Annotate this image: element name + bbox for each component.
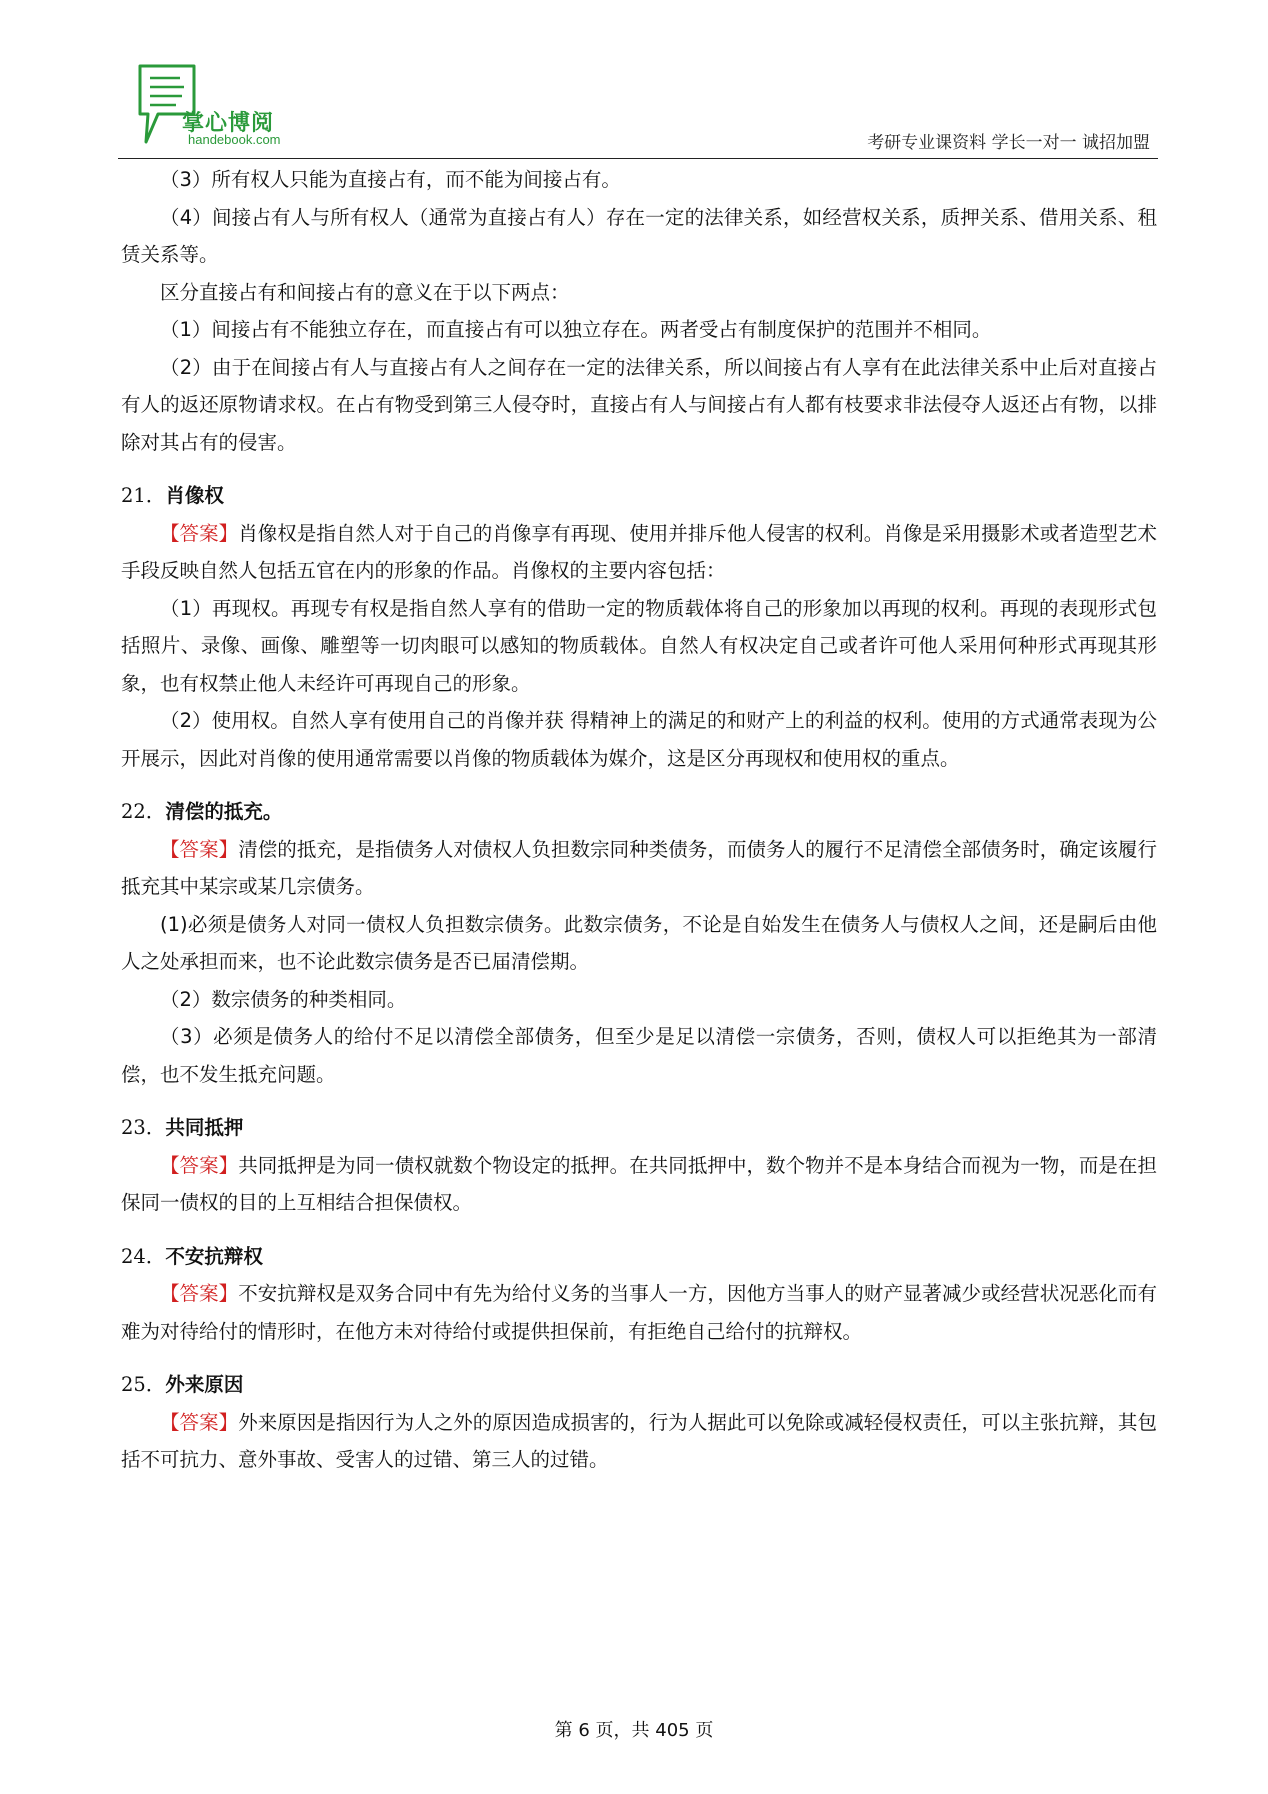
question-title: 肖像权 xyxy=(165,484,224,507)
question-title: 清偿的抵充。 xyxy=(165,800,283,823)
answer-text: 外来原因是指因行为人之外的原因造成损害的，行为人据此可以免除或减轻侵权责任，可以主张抗辩，其包括不可抗力、意外事故、受害人的过错、第三人的过错。 xyxy=(121,1410,1157,1471)
header-slogan: 考研专业课资料 学长一对一 诚招加盟 xyxy=(867,133,1150,153)
answer-text: 肖像权是指自然人对于自己的肖像享有再现、使用并排斥他人侵害的权利。肖像是采用摄影术或者造型艺术手段反映自然人包括五官在内的形象的作品。肖像权的主要内容包括： xyxy=(121,521,1157,582)
question-number: 25． xyxy=(121,1373,166,1396)
paragraph: （2）由于在间接占有人与直接占有人之间存在一定的法律关系，所以间接占有人享有在此法律关系中止后对直接占有人的返还原物请求权。在占有物受到第三人侵夺时，直接占有人与间接占有人都有枝要求非法侵夺人返还占有物，以排除对其占有的侵害。 xyxy=(121,355,1157,454)
answer-text: 清偿的抵充，是指债务人对债权人负担数宗同种类债务，而债务人的履行不足清偿全部债务时，确定该履行抵充其中某宗或某几宗债务。 xyxy=(121,837,1157,898)
question-number: 22． xyxy=(121,800,166,823)
answer-text: 不安抗辩权是双务合同中有先为给付义务的当事人一方，因他方当事人的财产显著减少或经营状况恶化而有难为对待给付的情形时，在他方未对待给付或提供担保前，有拒绝自己给付的抗辩权。 xyxy=(121,1282,1157,1343)
question-title: 外来原因 xyxy=(165,1373,244,1396)
answer-point: (1)必须是债务人对同一债权人负担数宗债务。此数宗债务，不论是自始发生在债务人与债权人之间，还是嗣后由他人之处承担而来，也不论此数宗债务是否已届清偿期。 xyxy=(121,912,1157,973)
answer-point: （2）使用权。自然人享有使用自己的肖像并获 得精神上的满足的和财产上的利益的权利。使用的方式通常表现为公开展示，因此对肖像的使用通常需要以肖像的物质载体为媒介，这是区分再现权和使用权的重点。 xyxy=(121,709,1157,770)
page-content xyxy=(121,161,1157,1479)
paragraph: （1）间接占有不能独立存在，而直接占有可以独立存在。两者受占有制度保护的范围并不相同。 xyxy=(160,318,992,341)
answer-paragraph xyxy=(121,515,1157,590)
logo xyxy=(136,62,316,148)
question-heading xyxy=(121,1109,1157,1147)
logo-url: handebook.com xyxy=(188,132,281,147)
answer-tag: 【答案】 xyxy=(160,1410,239,1434)
answer-paragraph xyxy=(121,1147,1157,1222)
question-title: 不安抗辩权 xyxy=(165,1244,263,1268)
question-number: 21． xyxy=(121,484,166,507)
question-heading xyxy=(121,1238,1157,1276)
answer-paragraph xyxy=(121,1275,1157,1350)
question-heading xyxy=(121,1366,1157,1404)
answer-point: （1）再现权。再现专有权是指自然人享有的借助一定的物质载体将自己的形象加以再现的权利。再现的表现形式包括照片、录像、画像、雕塑等一切肉眼可以感知的物质载体。自然人有权决定自己或者许可他人采用何种形式再现其形象，也有权禁止他人未经许可再现自己的形象。 xyxy=(121,596,1157,695)
answer-point: （3）必须是债务人的给付不足以清偿全部债务，但至少是足以清偿一宗债务，否则，债权人可以拒绝其为一部清偿，也不发生抵充问题。 xyxy=(121,1025,1157,1086)
answer-tag: 【答案】 xyxy=(160,1282,239,1305)
paragraph: （3）所有权人只能为直接占有，而不能为间接占有。 xyxy=(160,168,621,191)
answer-text: 共同抵押是为同一债权就数个物设定的抵押。在共同抵押中，数个物并不是本身结合而视为一物，而是在担保同一债权的目的上互相结合担保债权。 xyxy=(121,1153,1157,1214)
question-number: 24． xyxy=(121,1244,166,1268)
answer-paragraph xyxy=(121,1404,1157,1479)
answer-tag: 【答案】 xyxy=(160,837,239,861)
paragraph: 区分直接占有和间接占有的意义在于以下两点： xyxy=(160,280,570,304)
page-footer: 第 6 页，共 405 页 xyxy=(554,1720,714,1741)
answer-point: （2）数宗债务的种类相同。 xyxy=(160,987,407,1011)
paragraph: （4）间接占有人与所有权人（通常为直接占有人）存在一定的法律关系，如经营权关系，质押关系、借用关系、租赁关系等。 xyxy=(121,205,1157,266)
question-heading xyxy=(121,477,1157,515)
question-heading xyxy=(121,793,1157,831)
logo-title: 掌心博阅 xyxy=(182,111,275,136)
answer-tag: 【答案】 xyxy=(160,521,239,545)
answer-tag: 【答案】 xyxy=(160,1153,239,1177)
answer-paragraph xyxy=(121,831,1157,906)
page-header xyxy=(118,58,1158,159)
question-title: 共同抵押 xyxy=(165,1116,244,1139)
question-number: 23． xyxy=(121,1116,166,1139)
